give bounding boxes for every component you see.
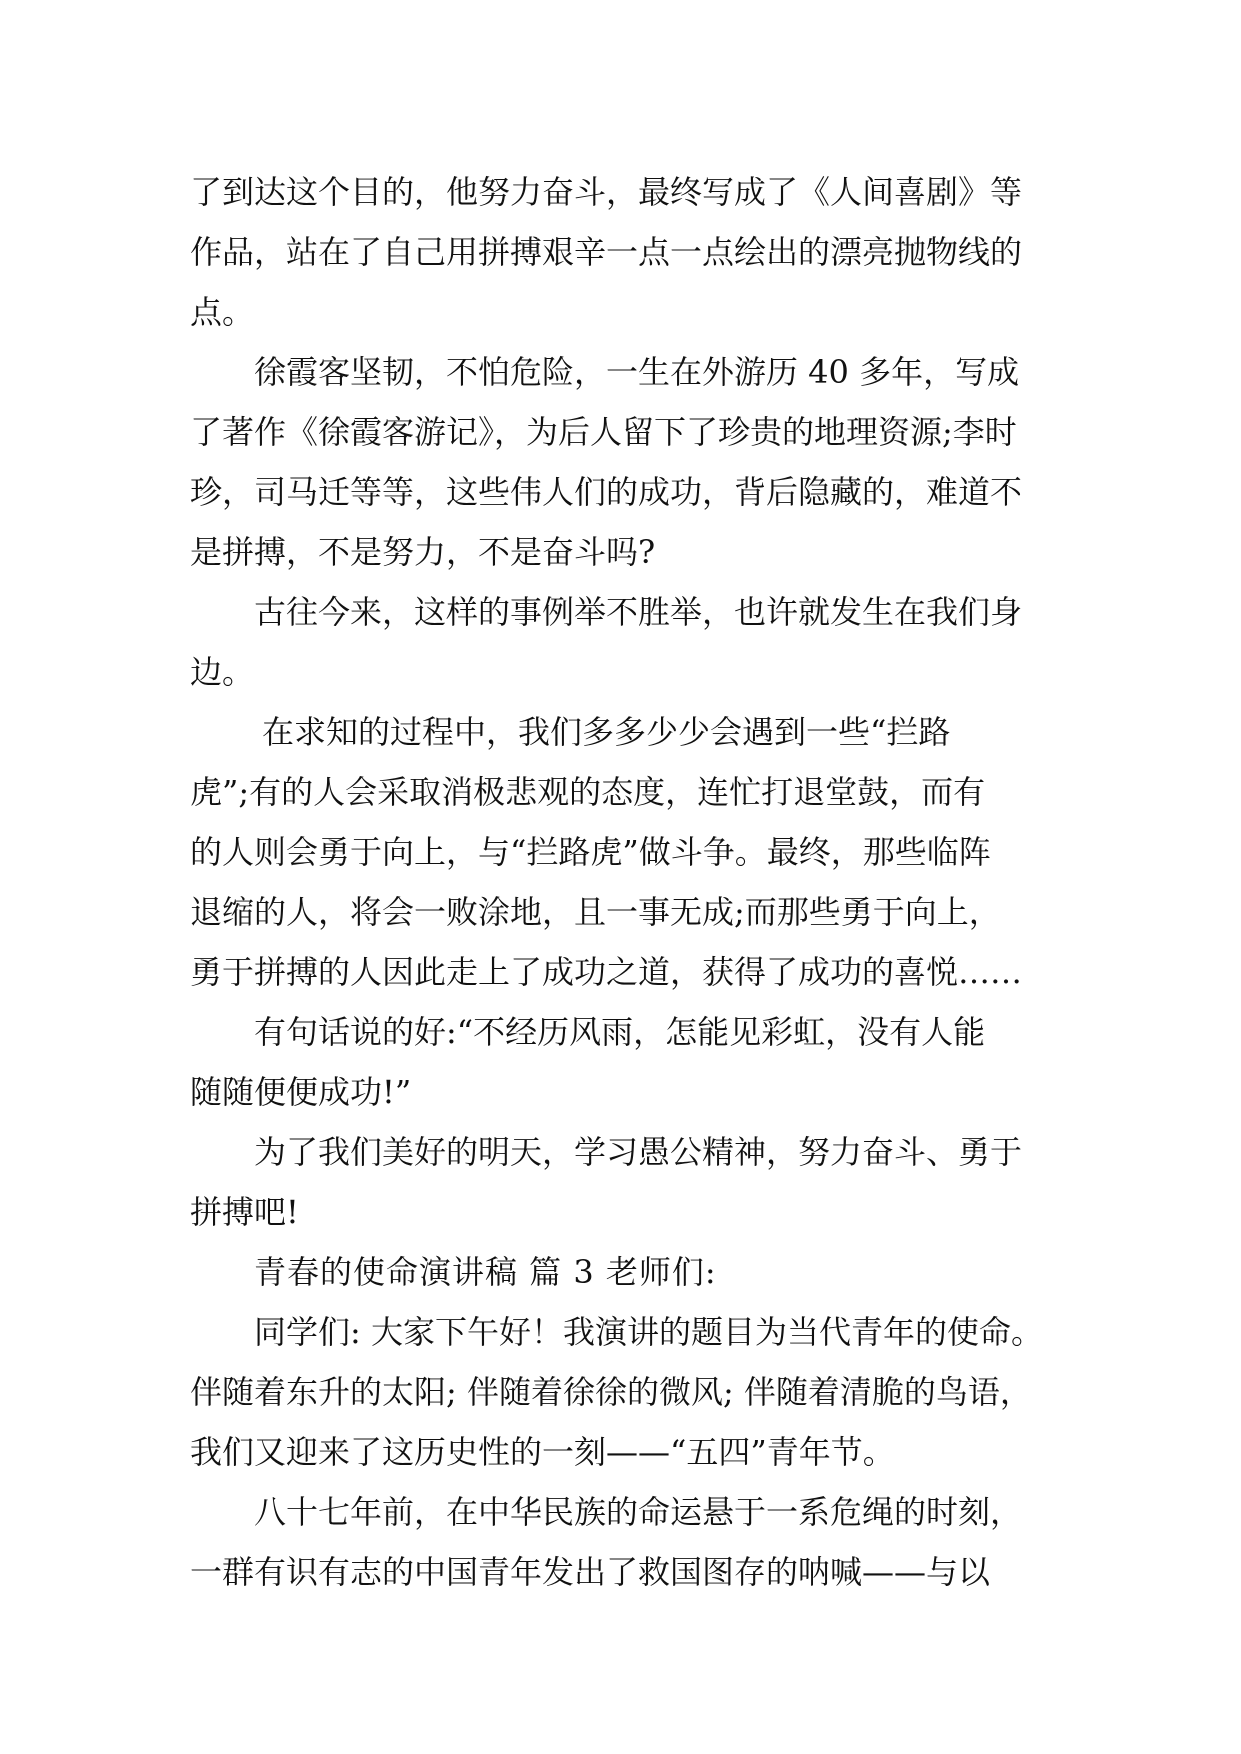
text-line: 古往今来，这样的事例举不胜举，也许就发生在我们身 xyxy=(254,593,1023,631)
text-line: 伴随着东升的太阳; 伴随着徐徐的微风; 伴随着清脆的鸟语， xyxy=(190,1373,1032,1411)
text-line: 我们又迎来了这历史性的一刻——“五四”青年节。 xyxy=(190,1433,895,1471)
text-line: 徐霞客坚韧，不怕危险，一生在外游历 40 多年，写成 xyxy=(254,353,1020,391)
text-line: 了著作《徐霞客游记》，为后人留下了珍贵的地理资源;李时 xyxy=(190,413,1017,451)
text-line: 在求知的过程中，我们多多少少会遇到一些“拦路 xyxy=(262,713,951,751)
text-line: 随随便便成功!” xyxy=(190,1073,412,1111)
text-line: 为了我们美好的明天，学习愚公精神，努力奋斗、勇于 xyxy=(254,1133,1023,1171)
text-line: 一群有识有志的中国青年发出了救国图存的呐喊——与以 xyxy=(190,1553,991,1591)
document-body xyxy=(190,162,1052,1602)
text-line: 八十七年前，在中华民族的命运悬于一系危绳的时刻， xyxy=(254,1493,1023,1531)
text-line: 点。 xyxy=(190,293,255,331)
text-line: 的人则会勇于向上，与“拦路虎”做斗争。最终，那些临阵 xyxy=(190,833,991,871)
text-line: 了到达这个目的，他努力奋斗，最终写成了《人间喜剧》等 xyxy=(190,173,1023,211)
text-line: 勇于拼搏的人因此走上了成功之道，获得了成功的喜悦…… xyxy=(190,953,1023,991)
text-line: 有句话说的好:“不经历风雨，怎能见彩虹，没有人能 xyxy=(254,1013,986,1051)
text-line: 是拼搏，不是努力，不是奋斗吗? xyxy=(190,533,656,571)
text-line: 边。 xyxy=(190,653,255,691)
section-heading: 青春的使命演讲稿 篇 3 老师们: xyxy=(254,1253,717,1291)
text-line: 拼搏吧! xyxy=(190,1193,299,1231)
text-line: 作品，站在了自己用拼搏艰辛一点一点绘出的漂亮抛物线的 xyxy=(190,233,1023,271)
text-line: 退缩的人，将会一败涂地，且一事无成;而那些勇于向上， xyxy=(190,893,1001,931)
text-line: 虎”;有的人会采取消极悲观的态度，连忙打退堂鼓，而有 xyxy=(190,773,986,811)
text-line: 同学们: 大家下午好！我演讲的题目为当代青年的使命。 xyxy=(254,1313,1043,1351)
text-line: 珍，司马迁等等，这些伟人们的成功，背后隐藏的，难道不 xyxy=(190,473,1023,511)
